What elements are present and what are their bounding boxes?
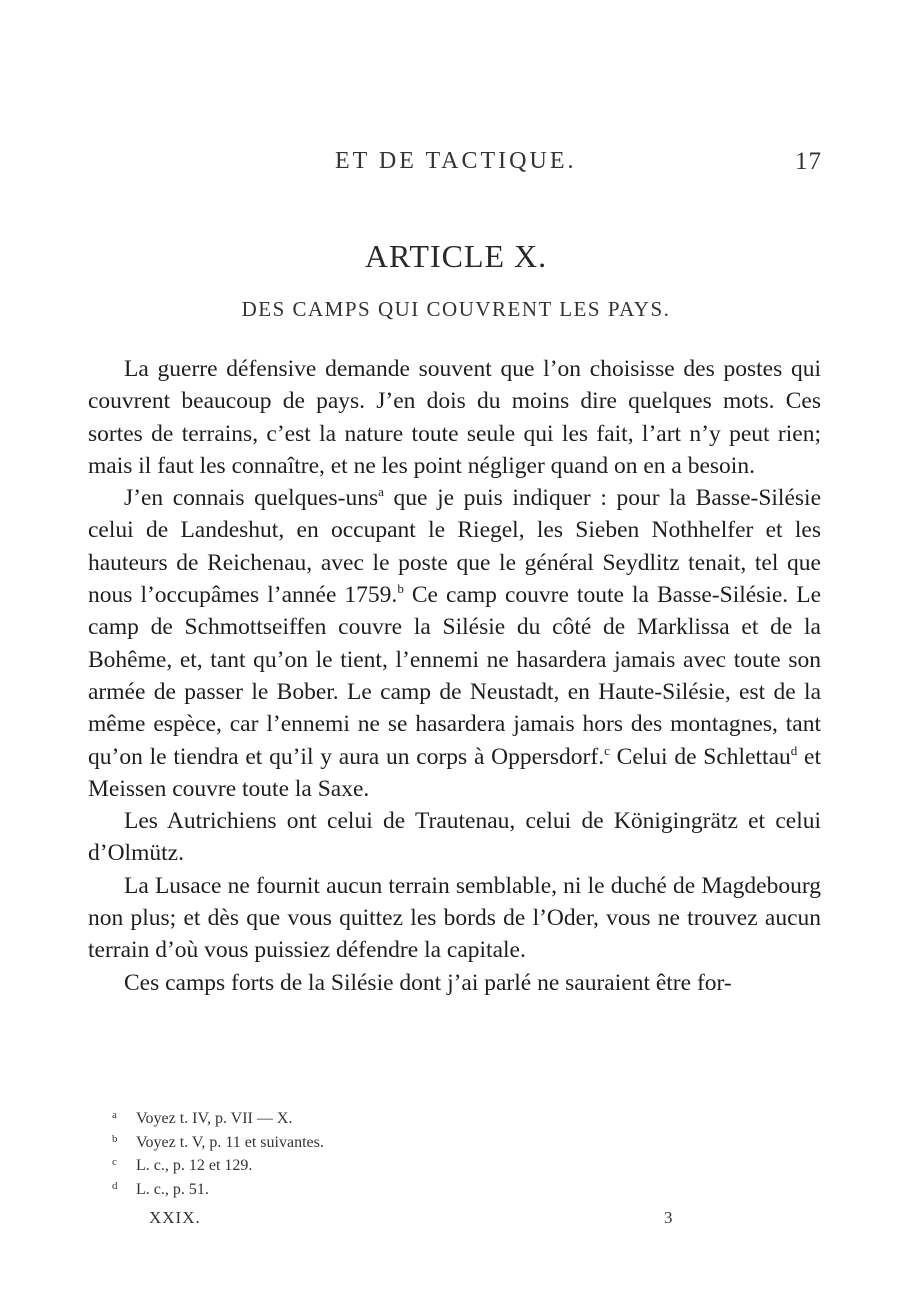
footnote-text: Voyez t. V, p. 11 et suivantes.	[136, 1133, 324, 1151]
paragraph-text: Les Autrichiens ont celui de Trautenau, celui de Königingrätz et celui d’Olmütz.	[88, 808, 821, 867]
paragraph-text: et Meissen couvre toute la Saxe.	[88, 743, 822, 802]
paragraph-text: La guerre défensive demande souvent que l’on choisisse des postes qui couvrent beaucoup de pays. J’en dois du moins dire quelques mots. Ces sortes de terrains, c’est la nature toute seule qui les fait, l’art n’y peut rien; mais il faut les connaître, et ne les point négliger quand on en a besoin.	[88, 356, 821, 479]
paragraph-text: que je puis indiquer : pour la Basse-Silésie celui de Landeshut, en occupant le Riegel, les Sieben Nothhelfer et les hauteurs de Reichenau, avec le poste que le général Seydlitz tenait, tel que nous l’occupâmes l’année 1759.	[88, 485, 821, 609]
footnote-text: Voyez t. IV, p. VII — X.	[136, 1110, 293, 1127]
footnote-reference[interactable]: b	[397, 581, 404, 597]
footnote-mark: b	[112, 1132, 118, 1145]
paragraph-text: Ce camp couvre toute la Basse-Silésie. Le camp de Schmottseiffen couvre la Silésie du côté de Marklissa et de la Bohême, et, tant qu’on le tient, l’ennemi ne hasardera jamais avec toute son armée de passer le Bober. Le camp de Neustadt, en Haute-Silésie, est de la même espèce, car l’ennemi ne se hasardera jamais hors des montagnes, tant qu’on le tiendra et qu’il y aura un corps à Oppersdorf.	[88, 582, 821, 770]
footnote-mark: d	[112, 1179, 118, 1192]
footnote	[112, 1131, 512, 1155]
footnotes	[112, 1107, 512, 1201]
footnote	[112, 1107, 512, 1131]
footnote	[112, 1178, 512, 1202]
footnote	[112, 1154, 512, 1178]
paragraph-2	[88, 482, 821, 805]
footnote-reference[interactable]: d	[790, 742, 798, 758]
page-number: 17	[795, 148, 822, 175]
footnote-mark: c	[112, 1156, 117, 1168]
footnote-text: L. c., p. 51.	[136, 1180, 209, 1198]
footnote-reference[interactable]: c	[604, 742, 610, 758]
signature-number: 3	[664, 1208, 673, 1227]
paragraph-text: Celui de Schlettau	[609, 743, 791, 770]
paragraph-3	[88, 805, 821, 870]
paragraph-text: J’en connais quelques-uns	[124, 485, 379, 512]
paragraph-text: La Lusace ne fournit aucun terrain semblable, ni le duché de Magdebourg non plus; et dès que vous quittez les bords de l’Oder, vous ne trouvez aucun terrain d’où vous puissiez défendre la capitale.	[88, 872, 821, 964]
paragraph-1	[88, 353, 821, 482]
running-head: ET DE TACTIQUE.	[335, 148, 577, 174]
body-text	[88, 353, 821, 999]
paragraph-5	[88, 967, 821, 999]
paragraph-text: Ces camps forts de la Silésie dont j’ai parlé ne sauraient être for-	[124, 969, 732, 996]
footnote-reference[interactable]: a	[378, 484, 384, 500]
article-title: ARTICLE X.	[364, 238, 548, 274]
paragraph-4	[88, 870, 821, 967]
footnote-text: L. c., p. 12 et 129.	[136, 1157, 253, 1174]
signature-mark: XXIX.	[149, 1208, 201, 1227]
footnote-mark: a	[112, 1109, 117, 1121]
article-subtitle: DES CAMPS QUI COUVRENT LES PAYS.	[241, 297, 671, 321]
